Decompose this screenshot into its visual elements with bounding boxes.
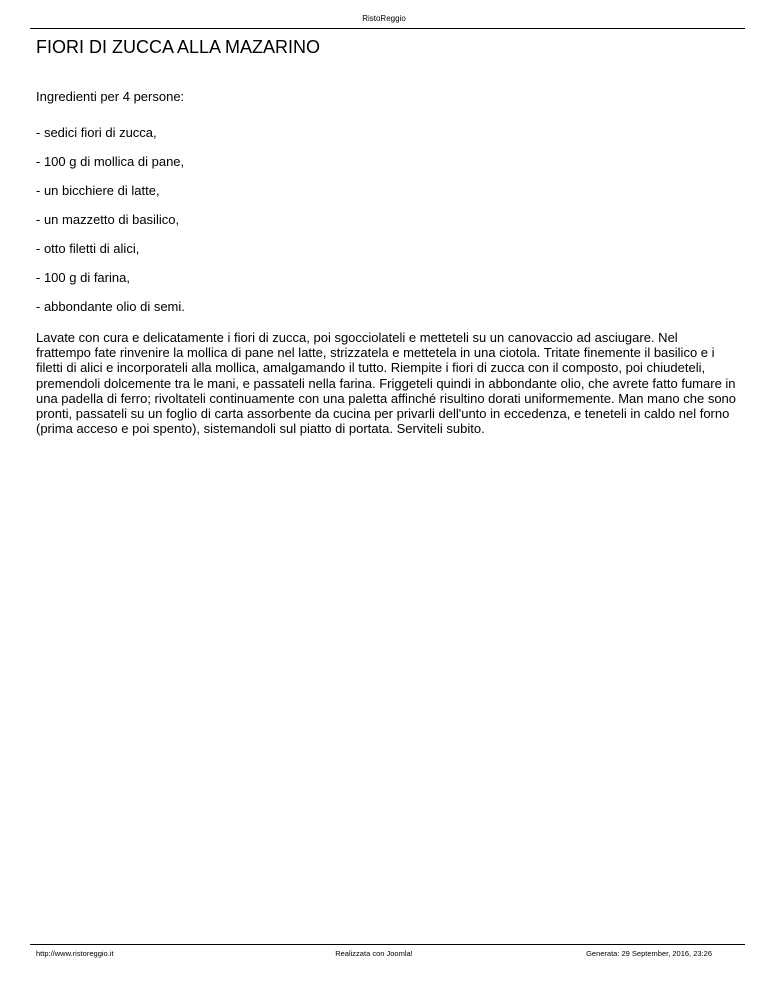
recipe-instructions: Lavate con cura e delicatamente i fiori di zucca, poi sgocciolateli e metteteli su un canovaccio ad asciugare. Nel frattempo fate rinvenire la mollica di pane nel latte, strizzatela e mettetela in una ciotola. Tritate finemente il basilico e i filetti di alici e incorporateli alla mollica, amalgamando il tutto. Riempite i fiori di zucca con il composto, poi chiudeteli, premendoli dolcemente tra le mani, e passateli nella farina. Friggeteli quindi in abbondante olio, che avrete fatto fumare in una padella di ferro; rivoltateli continuamente con una paletta affinché risultino dorati uniformemente. Man mano che sono pronti, passateli su un foglio di carta assorbente da cucina per privarli dell'unto in eccedenza, e teneteli in caldo nel forno (prima acceso e poi spento), sistemandoli sul piatto di portata. Serviteli subito. xyxy=(36,330,737,437)
ingredient-list xyxy=(36,125,185,328)
page-footer xyxy=(36,949,712,959)
footer-divider xyxy=(30,944,745,945)
ingredient-item: - abbondante olio di semi. xyxy=(36,299,185,314)
header-divider xyxy=(30,28,745,29)
servings-label: Ingredienti per 4 persone: xyxy=(36,89,185,104)
ingredient-item: - sedici fiori di zucca, xyxy=(36,125,157,140)
footer-powered-by: Realizzata con Joomla! xyxy=(335,949,413,958)
ingredient-item: - otto filetti di alici, xyxy=(36,241,140,256)
ingredient-item: - 100 g di farina, xyxy=(36,270,130,285)
footer-generated-date: Generata: 29 September, 2016, 23:26 xyxy=(586,949,712,958)
footer-url-link[interactable]: http://www.ristoreggio.it xyxy=(36,949,114,958)
ingredient-item: - un bicchiere di latte, xyxy=(36,183,160,198)
ingredient-item: - 100 g di mollica di pane, xyxy=(36,154,185,169)
recipe-title: FIORI DI ZUCCA ALLA MAZARINO xyxy=(36,37,321,57)
site-name: RistoReggio xyxy=(362,14,406,23)
ingredient-item: - un mazzetto di basilico, xyxy=(36,212,180,227)
